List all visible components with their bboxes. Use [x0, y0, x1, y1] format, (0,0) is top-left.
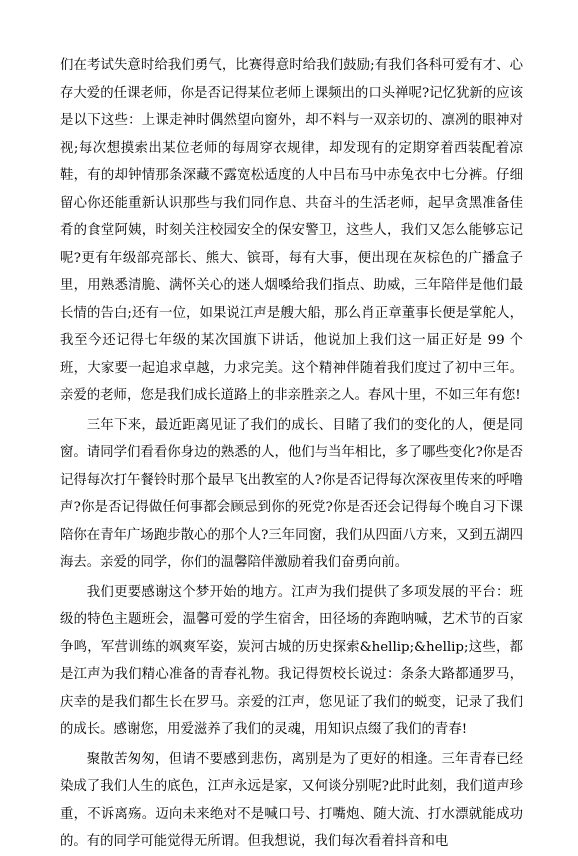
paragraph-school: 我们更要感谢这个梦开始的地方。江声为我们提供了多项发展的平台：班级的特色主题班会，温馨可爱的学生宿舍，田径场的奔跑呐喊，艺术节的百家争鸣，军营训练的飒爽军姿，炭河古城的历史探索&hellip;&hellip;这些，都是江声为我们精心准备的青春礼物。我记得贺校长说过：条条大路都通罗马，庆幸的是我们都生长在罗马。亲爱的江声，您见证了我们的蜕变，记录了我们的成长。感谢您，用爱滋养了我们的灵魂，用知识点缀了我们的青春!	[60, 584, 523, 737]
paragraph-teachers: 们在考试失意时给我们勇气，比赛得意时给我们鼓励;有我们各科可爱有才、心存大爱的任课老师，你是否记得某位老师上课频出的口头禅呢?记忆犹新的应该是以下这些：上课走神时偶然望向窗外，却不料与一双亲切的、凛冽的眼神对视;每次想摸索出某位老师的每周穿衣规律，却发现有的定期穿着西装配着凉鞋，有的却钟情那条深藏不露宽松适度的人中吕布马中赤兔衣中七分裤。仔细留心你还能重新认识那些与我们同作息、共奋斗的生活老师，起早贪黑准备佳肴的食堂阿姨，时刻关注校园安全的保安警卫，这些人，我们又怎么能够忘记呢?更有年级部亮部长、熊大、镔哥，每有大事，便出现在灰棕色的广播盒子里，用熟悉清脆、满怀关心的迷人烟嗓给我们指点、助威，三年陪伴是他们最长情的告白;还有一位，如果说江声是艘大船，那么肖正章董事长便是掌舵人，我至今还记得七年级的某次国旗下讲话，他说加上我们这一届正好是 99 个班，大家要一起追求卓越，力求完美。这个精神伴随着我们度过了初中三年。亲爱的老师，您是我们成长道路上的非亲胜亲之人。春风十里，不如三年有您!	[60, 58, 523, 403]
document-body	[60, 52, 523, 856]
paragraph-farewell: 聚散苦匆匆，但请不要感到悲伤，离别是为了更好的相逢。三年青春已经染成了我们人生的底色，江声永远是家，又何谈分别呢?此时此刻，我们道声珍重，不诉离殇。迈向未来绝对不是喊口号、打嘴炮、随大流、打水漂就能成功的。有的同学可能觉得无所谓。但我想说，我们每次看着抖音和电	[60, 751, 523, 849]
paragraph-classmates: 三年下来，最近距离见证了我们的成长、目睹了我们的变化的人，便是同窗。请同学们看看你身边的熟悉的人，他们与当年相比，多了哪些变化?你是否记得每次打午餐铃时那个最早飞出教室的人?你是否记得每次深夜里传来的呼噜声?你是否记得做任何事都会顾忌到你的死党?你是否还会记得每个晚自习下课陪你在青年广场跑步散心的那个人?三年同窗，我们从四面八方来，又到五湖四海去。亲爱的同学，你们的温馨陪伴激励着我们奋勇向前。	[60, 417, 523, 570]
